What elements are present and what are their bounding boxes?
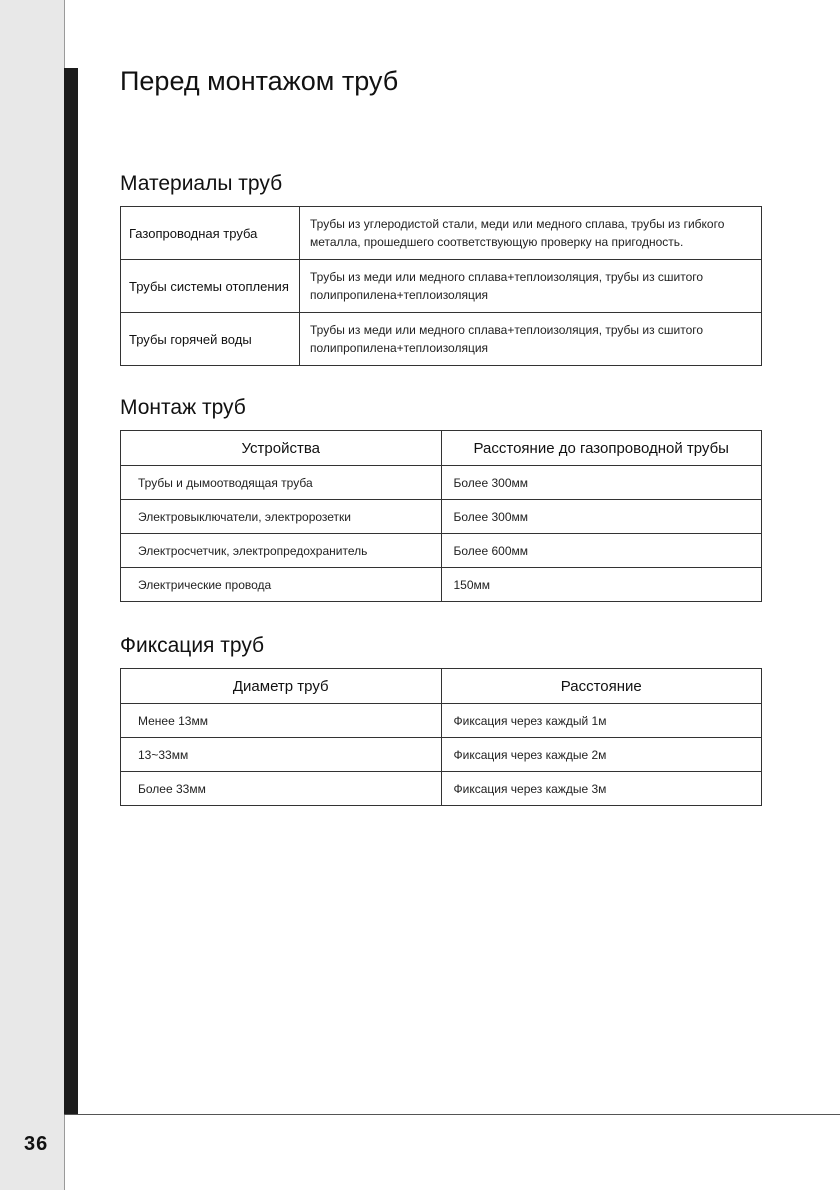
- distance-cell: Более 300мм: [441, 500, 762, 534]
- material-name: Трубы системы отопления: [121, 260, 300, 313]
- table-row: [121, 772, 762, 806]
- table-header-row: [121, 431, 762, 466]
- page-margin-strip: [0, 0, 65, 1190]
- table-row: [121, 500, 762, 534]
- table-row: [121, 704, 762, 738]
- column-header-distance: Расстояние: [441, 669, 762, 704]
- distance-cell: Более 300мм: [441, 466, 762, 500]
- diameter-cell: 13~33мм: [121, 738, 442, 772]
- table-row: [121, 313, 762, 366]
- fixing-section-title: Фиксация труб: [120, 634, 265, 657]
- material-name: Трубы горячей воды: [121, 313, 300, 366]
- table-row: [121, 568, 762, 602]
- table-row: [121, 260, 762, 313]
- column-header-devices: Устройства: [121, 431, 442, 466]
- materials-table: [120, 206, 762, 366]
- table-row: [121, 466, 762, 500]
- page-title: Перед монтажом труб: [120, 66, 399, 96]
- column-header-diameter: Диаметр труб: [121, 669, 442, 704]
- material-description: Трубы из меди или медного сплава+теплоизоляция, трубы из сшитого полипропилена+теплоизоляция: [300, 313, 762, 366]
- table-row: [121, 207, 762, 260]
- material-description: Трубы из меди или медного сплава+теплоизоляция, трубы из сшитого полипропилена+теплоизоляция: [300, 260, 762, 313]
- mounting-section-title: Монтаж труб: [120, 396, 246, 419]
- material-description: Трубы из углеродистой стали, меди или медного сплава, трубы из гибкого металла, прошедшего соответствующую проверку на пригодность.: [300, 207, 762, 260]
- materials-section-title: Материалы труб: [120, 172, 283, 195]
- column-header-distance: Расстояние до газопроводной трубы: [441, 431, 762, 466]
- device-cell: Трубы и дымоотводящая труба: [121, 466, 442, 500]
- table-row: [121, 534, 762, 568]
- fixing-table: [120, 668, 762, 806]
- distance-cell: Более 600мм: [441, 534, 762, 568]
- fixing-interval-cell: Фиксация через каждый 1м: [441, 704, 762, 738]
- table-header-row: [121, 669, 762, 704]
- side-accent-bar: [64, 68, 78, 1114]
- device-cell: Электросчетчик, электропредохранитель: [121, 534, 442, 568]
- device-cell: Электрические провода: [121, 568, 442, 602]
- material-name: Газопроводная труба: [121, 207, 300, 260]
- fixing-interval-cell: Фиксация через каждые 3м: [441, 772, 762, 806]
- page-number: 36: [24, 1133, 49, 1155]
- mounting-table: [120, 430, 762, 602]
- diameter-cell: Менее 13мм: [121, 704, 442, 738]
- distance-cell: 150мм: [441, 568, 762, 602]
- device-cell: Электровыключатели, электророзетки: [121, 500, 442, 534]
- table-row: [121, 738, 762, 772]
- fixing-interval-cell: Фиксация через каждые 2м: [441, 738, 762, 772]
- footer-divider: [64, 1114, 840, 1115]
- diameter-cell: Более 33мм: [121, 772, 442, 806]
